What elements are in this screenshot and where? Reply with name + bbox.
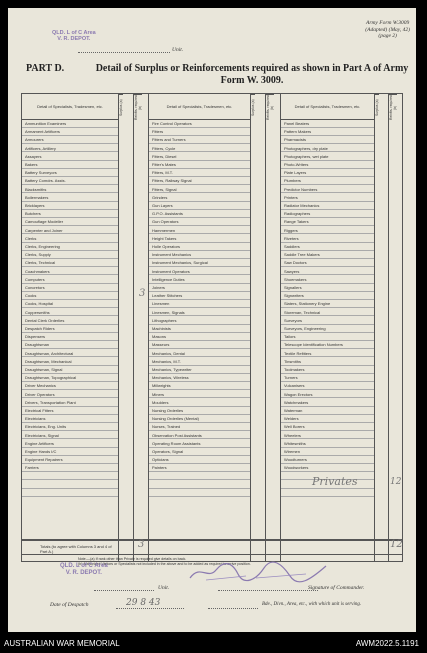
table-row-label: Farriers — [22, 464, 118, 472]
table-row-label: Telescope Identification Numbers — [281, 341, 374, 349]
column-header: Detail of Specialists, Tradesmen, etc. — [281, 94, 374, 120]
table-row-label: Waterman — [281, 407, 374, 415]
table-row-label: Instrument Operators — [149, 268, 250, 276]
table-row-label: Saw Doctors — [281, 259, 374, 267]
table-row-label: Wagon Erectors — [281, 391, 374, 399]
table-row-label: Photographers, dry plate — [281, 145, 374, 153]
form-number: Army Form W.3009 — [365, 20, 410, 26]
table-row-blank — [22, 481, 118, 489]
table-row-blank — [149, 489, 250, 497]
table-row-label: Wheelers — [281, 432, 374, 440]
table-row-label: Draughtsman, Mechanical — [22, 358, 118, 366]
table-row-label: Battery Surveyors — [22, 169, 118, 177]
table-row-label: Storeman, Technical — [281, 309, 374, 317]
handwritten-cooks-required: 3 — [139, 288, 146, 299]
totals-required-col1: 3 — [138, 539, 145, 550]
column-2-surplus — [250, 94, 265, 561]
stamp-line: V. R. DEPOT. — [57, 36, 91, 42]
part-label: PART D. — [26, 63, 65, 74]
note-line: Note.—(a) If rank other than Private is required give details on back. — [78, 557, 187, 561]
table-row-label: Textile Refitters — [281, 350, 374, 358]
surplus-header: Surplus (a) — [119, 94, 123, 120]
despatch-line — [116, 608, 184, 609]
table-row-label: Nursing Orderlies (Mental) — [149, 415, 250, 423]
surplus-header: Surplus (a) — [375, 94, 379, 120]
table-row-label: Clerks, Engineering — [22, 243, 118, 251]
table-row-label: Cooks — [22, 292, 118, 300]
form-sheet — [8, 8, 416, 632]
table-row-label: Armourers — [22, 136, 118, 144]
table-row-label: Pattern Makers — [281, 128, 374, 136]
table-row-label: Radiator Mechanics — [281, 202, 374, 210]
table-row-label: Armament Artificers — [22, 128, 118, 136]
table-row-label: Fitters, M.T. — [149, 169, 250, 177]
bde-line — [208, 608, 258, 609]
depot-stamp-top — [52, 30, 96, 42]
table-row-label: Riggers — [281, 227, 374, 235]
table-row-label: Driver Mechanics — [22, 382, 118, 390]
table-row-label: Surveyors — [281, 317, 374, 325]
caption-left: AUSTRALIAN WAR MEMORIAL — [4, 639, 120, 648]
table-row-label: Computers — [22, 276, 118, 284]
table-row-label: Saddlers — [281, 243, 374, 251]
unit-line — [78, 52, 170, 53]
stamp-line: V. R. DEPOT. — [65, 570, 102, 576]
table-row-label: Electricians, Signal — [22, 432, 118, 440]
table-row-label: Miners — [149, 391, 250, 399]
column-1-surplus — [118, 94, 133, 561]
table-row-label: Electricians, Eng. Units — [22, 423, 118, 431]
column-2-required — [265, 94, 280, 561]
table-row-label: Tinsmiths — [281, 358, 374, 366]
column-3-surplus — [374, 94, 388, 561]
table-row-label: Holle Operators — [149, 243, 250, 251]
column-3-required — [388, 94, 403, 561]
table-row-label: Fire Control Operators — [149, 120, 250, 128]
table-row-label: Turners — [281, 374, 374, 382]
table-row-label: Fitters, Railway Signal — [149, 177, 250, 185]
table-row-label: Machinists — [149, 325, 250, 333]
stamp-line: QLD. L of C Area — [60, 563, 108, 569]
table-row-label: Engine Hands I/C — [22, 448, 118, 456]
form-reference — [365, 20, 410, 40]
handwritten-privates-required: 12 — [390, 477, 402, 487]
table-row-label: Woodturners — [281, 456, 374, 464]
table-row-label: Gun Layers — [149, 202, 250, 210]
table-row-label: Signallers — [281, 284, 374, 292]
table-row-label: Fitters, Cycle — [149, 145, 250, 153]
column-header: Detail of Specialists, Tradesmen, etc. — [22, 94, 118, 120]
table-row-label: Sawyers — [281, 268, 374, 276]
table-row-label: Mechanics, M.T. — [149, 358, 250, 366]
table-row-label: Draughtsman, Topographical — [22, 374, 118, 382]
table-row-label: Fitters, Signal — [149, 186, 250, 194]
form-page: (page 2) — [378, 33, 397, 39]
table-row-label: Dispensers — [22, 333, 118, 341]
table-row-label: Masons — [149, 333, 250, 341]
totals-label: Totals (to agree with Columns 3 and 4 of Part A.) — [40, 544, 112, 554]
table-row-blank — [149, 481, 250, 489]
table-row-label: Shoemakers — [281, 276, 374, 284]
table-row-label: Well Borers — [281, 423, 374, 431]
required-header: Reinfts. required (b) — [134, 95, 142, 120]
table-row-label: Draughtsman — [22, 341, 118, 349]
table-row-label: Predictor Numbers — [281, 186, 374, 194]
table-row-label: Range Takers — [281, 218, 374, 226]
table-row-label: Radiographers — [281, 210, 374, 218]
table-row-label: Printers — [281, 194, 374, 202]
table-row-label: Panel Beaters — [281, 120, 374, 128]
table-row-label: Butchers — [22, 210, 118, 218]
archive-caption — [0, 634, 427, 653]
signature-scribble-icon — [186, 560, 336, 584]
unit-label-bottom: Unit. — [158, 585, 170, 591]
form-adapted: (Adapted) (May, 42) — [365, 26, 410, 33]
table-row-blank — [22, 489, 118, 497]
table-row-label: Opticians — [149, 456, 250, 464]
column-1-names — [22, 94, 118, 561]
table-row-label: Height Takers — [149, 235, 250, 243]
surplus-header: Surplus (a) — [251, 94, 255, 120]
table-row-label: Linesmen, Signals — [149, 309, 250, 317]
table-row-label: Fitter's Mates — [149, 161, 250, 169]
table-row-label: Clerks — [22, 235, 118, 243]
table-row-label: Plumbers — [281, 177, 374, 185]
depot-stamp-bottom — [60, 563, 108, 577]
table-row-label: Equipment Repairers — [22, 456, 118, 464]
table-row-label: Linesmen — [149, 300, 250, 308]
unit-line-bottom — [94, 590, 154, 591]
table-row-label: Draughtsman, Signal — [22, 366, 118, 374]
table-row-label: Artificers, Artillery — [22, 145, 118, 153]
table-row-label: Masseurs — [149, 341, 250, 349]
table-row-label: Hammermen — [149, 227, 250, 235]
column-header: Detail of Specialists, Tradesmen, etc. — [149, 94, 250, 120]
table-row-label: Clerks, Technical — [22, 259, 118, 267]
table-row-label: Joiners — [149, 284, 250, 292]
table-row-label: Whitesmiths — [281, 440, 374, 448]
table-row-blank — [281, 489, 374, 497]
signature-line — [218, 590, 318, 591]
table-row-label: Lithographers — [149, 317, 250, 325]
table-row-label: Ammunition Examiners — [22, 120, 118, 128]
table-row-label: Fitters — [149, 128, 250, 136]
table-row-label: Tailors — [281, 333, 374, 341]
required-header: Reinfts. required (b) — [389, 95, 397, 120]
commander-signature — [186, 560, 336, 584]
table-row-label: Electricians — [22, 415, 118, 423]
table-row-label: Mechanics, Dental — [149, 350, 250, 358]
caption-right: AWM2022.5.1191 — [355, 639, 419, 648]
table-row-label: Vulcanisers — [281, 382, 374, 390]
table-row-label: Fitters and Turners — [149, 136, 250, 144]
totals-row — [21, 539, 403, 555]
table-row-label: Observation Post Assistants — [149, 432, 250, 440]
required-header: Reinfts. required (b) — [266, 95, 274, 120]
despatch-date: 29 8 43 — [126, 598, 161, 608]
table-row-label: Cooks, Hospital — [22, 300, 118, 308]
table-row-label: Grinders — [149, 194, 250, 202]
column-1-required — [133, 94, 148, 561]
column-2-rows — [149, 120, 250, 551]
table-row-label: Nursing Orderlies — [149, 407, 250, 415]
table-row-blank — [22, 473, 118, 481]
table-row-label: Photo-Writers — [281, 161, 374, 169]
table-row-label: Watchmakers — [281, 399, 374, 407]
table-row-label: Operators, Signal — [149, 448, 250, 456]
table-row-label: Pharmacists — [281, 136, 374, 144]
table-row-label: Coachmakers — [22, 268, 118, 276]
signature-label: Signature of Commander. — [308, 585, 365, 591]
note-line: (b) Authorized Visitors or Specialists not included in the above and to be added as required to arrive position. — [78, 561, 251, 566]
table-row-label: Carpenter and Joiner — [22, 227, 118, 235]
table-row-label: Boilermakers — [22, 194, 118, 202]
table-row-label: Bricklayers — [22, 202, 118, 210]
table-row-label: Mechanics, Typewriter — [149, 366, 250, 374]
form-title: Detail of Surplus or Reinforcements required as shown in Part A of Army Form W. 3009. — [95, 63, 409, 86]
table-row-label: Signwriters — [281, 292, 374, 300]
table-row-label: Operating Room Assistants — [149, 440, 250, 448]
table-row-label: Despatch Riders — [22, 325, 118, 333]
specialists-table — [21, 93, 403, 562]
table-row-label: Painters — [149, 464, 250, 472]
table-row-label: Surveyors, Engineering — [281, 325, 374, 333]
table-row-label: Blacksmiths — [22, 186, 118, 194]
table-row-label: Welders — [281, 415, 374, 423]
column-3-names — [280, 94, 374, 561]
despatch-label: Date of Despatch — [50, 602, 89, 608]
table-row-label: Instrument Mechanics — [149, 251, 250, 259]
table-row-label: Bakers — [22, 161, 118, 169]
totals-required-col3: 12 — [390, 539, 403, 550]
table-row-label: Riveters — [281, 235, 374, 243]
table-row-label: Woodworkers — [281, 464, 374, 472]
unit-label: Unit. — [172, 47, 184, 53]
handwritten-privates: Privates — [312, 475, 358, 488]
column-1-rows — [22, 120, 118, 551]
table-row-label: Moulders — [149, 399, 250, 407]
table-row-label: Electrical Fitters — [22, 407, 118, 415]
table-row-label: Drivers, Transportation Plant — [22, 399, 118, 407]
table-row-label: Driver Operators — [22, 391, 118, 399]
table-row-label: Plate Layers — [281, 169, 374, 177]
table-row-label: Nurses, Trained — [149, 423, 250, 431]
table-row-label: Instrument Mechanics, Surgical — [149, 259, 250, 267]
table-row-label: Leather Stitchers — [149, 292, 250, 300]
table-row-label: Mechanics, Wireless — [149, 374, 250, 382]
table-row-label: Wiremen — [281, 448, 374, 456]
table-row-label: Camouflage Modeller — [22, 218, 118, 226]
table-row-label: Toolmakers — [281, 366, 374, 374]
table-row-label: Concretors — [22, 284, 118, 292]
table-row-label: Engine Artificers — [22, 440, 118, 448]
table-row-label: Intelligence Duties — [149, 276, 250, 284]
table-row-label: Fitters, Diesel — [149, 153, 250, 161]
table-row-label: Dental Clerk Orderlies — [22, 317, 118, 325]
table-row-blank — [149, 473, 250, 481]
table-row-label: Assayers — [22, 153, 118, 161]
table-row-label: Clerks, Supply — [22, 251, 118, 259]
stamp-line: QLD. L of C Area — [52, 30, 96, 36]
table-row-label: Saddle Tree Makers — [281, 251, 374, 259]
bde-label: Bde., Divn., Area, etc., with which unit is serving. — [262, 602, 362, 607]
table-row-label: G.P.O. Assistants — [149, 210, 250, 218]
table-row-label: Slaters, Stationery Engine — [281, 300, 374, 308]
table-row-label: Photographers, wet plate — [281, 153, 374, 161]
column-2-names — [148, 94, 250, 561]
table-row-label: Coppersmiths — [22, 309, 118, 317]
table-row-label: Draughtsman, Architectural — [22, 350, 118, 358]
table-row-label: Millwrights — [149, 382, 250, 390]
table-row-label: Gun Operators — [149, 218, 250, 226]
table-row-label: Battery Comdrs. Assts. — [22, 177, 118, 185]
